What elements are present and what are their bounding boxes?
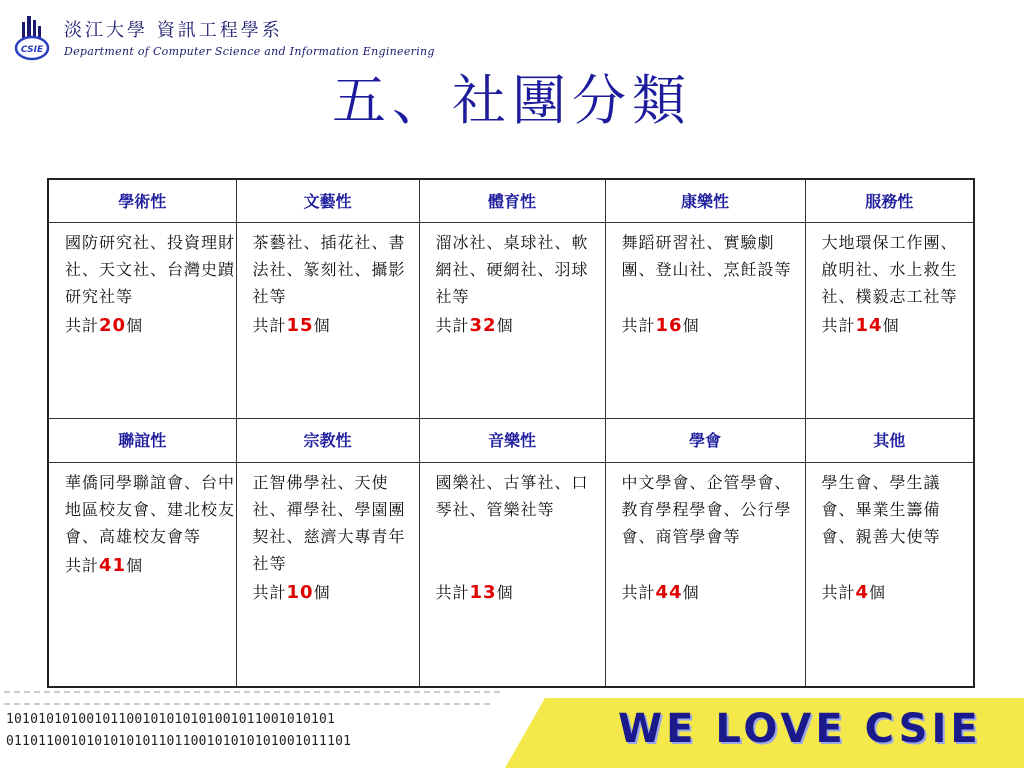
- club-count: 共計15個: [252, 315, 331, 337]
- header-recreation: 康樂性: [605, 179, 805, 223]
- cell-music: [419, 462, 605, 687]
- header-sports: 體育性: [419, 179, 605, 223]
- club-count: 共計10個: [252, 581, 331, 603]
- club-list: 正智佛學社、天使社、禪學社、學園團契社、慈濟大專青年社等: [252, 472, 406, 573]
- club-list: 溜冰社、桌球社、軟網社、硬網社、羽球社等: [435, 233, 589, 307]
- club-list: 國防研究社、投資理財社、天文社、台灣史蹟研究社等: [65, 233, 236, 307]
- cell-service: [805, 223, 974, 419]
- club-list: 舞蹈研習社、實驗劇團、登山社、烹飪設等: [621, 233, 792, 280]
- cell-religious: [236, 462, 419, 687]
- header-religious: 宗教性: [236, 419, 419, 462]
- svg-text:CSIE: CSIE: [20, 45, 44, 55]
- header-academic: 學術性: [48, 179, 236, 223]
- table-header-row: [48, 179, 974, 223]
- header-music: 音樂性: [419, 419, 605, 462]
- club-count: 共計16個: [621, 315, 700, 337]
- cell-academic: [48, 223, 236, 419]
- csie-logo: [14, 14, 54, 62]
- table-row: [48, 462, 974, 687]
- binary-pattern-line: 0110110010101010101101100101010101001011101: [6, 734, 352, 749]
- slogan-text: WE LOVE CSIE: [618, 706, 982, 752]
- binary-pattern-line: 10101010100101100101010101001011001010101: [6, 712, 336, 727]
- department-name-chinese: 淡江大學 資訊工程學系: [64, 20, 283, 41]
- header-society: 學會: [605, 419, 805, 462]
- club-count: 共計32個: [435, 315, 514, 337]
- club-count: 共計4個: [821, 581, 887, 603]
- header-service: 服務性: [805, 179, 974, 223]
- club-list: 華僑同學聯誼會、台中地區校友會、建北校友會、高雄校友會等: [65, 472, 236, 546]
- cell-arts: [236, 223, 419, 419]
- table-row: [48, 223, 974, 419]
- club-count: 共計41個: [65, 554, 144, 576]
- header-other: 其他: [805, 419, 974, 462]
- club-category-table: [47, 178, 975, 688]
- footer-banner: [0, 684, 1024, 768]
- club-count: 共計20個: [65, 315, 144, 337]
- cell-other: [805, 462, 974, 687]
- club-list: 大地環保工作團、啟明社、水上救生社、樸毅志工社等: [821, 233, 958, 307]
- header-social: 聯誼性: [48, 419, 236, 462]
- table-header-row: [48, 419, 974, 462]
- cell-recreation: [605, 223, 805, 419]
- club-list: 中文學會、企管學會、 教育學程學會、公行學會、商管學會等: [621, 472, 792, 546]
- club-count: 共計14個: [821, 315, 900, 337]
- club-list: 學生會、學生議會、畢業生籌備會、親善大使等: [821, 472, 941, 546]
- cell-social: [48, 462, 236, 687]
- page-title: 五、社團分類: [332, 69, 692, 132]
- header-arts: 文藝性: [236, 179, 419, 223]
- department-header: [14, 12, 504, 68]
- club-count: 共計13個: [435, 581, 514, 603]
- club-list: 茶藝社、插花社、書法社、篆刻社、攝影社等: [252, 233, 406, 307]
- department-name-english: Department of Computer Science and Information Engineering: [64, 45, 435, 58]
- cell-sports: [419, 223, 605, 419]
- cell-society: [605, 462, 805, 687]
- club-count: 共計44個: [621, 581, 700, 603]
- club-list: 國樂社、古箏社、口琴社、管樂社等: [435, 472, 589, 519]
